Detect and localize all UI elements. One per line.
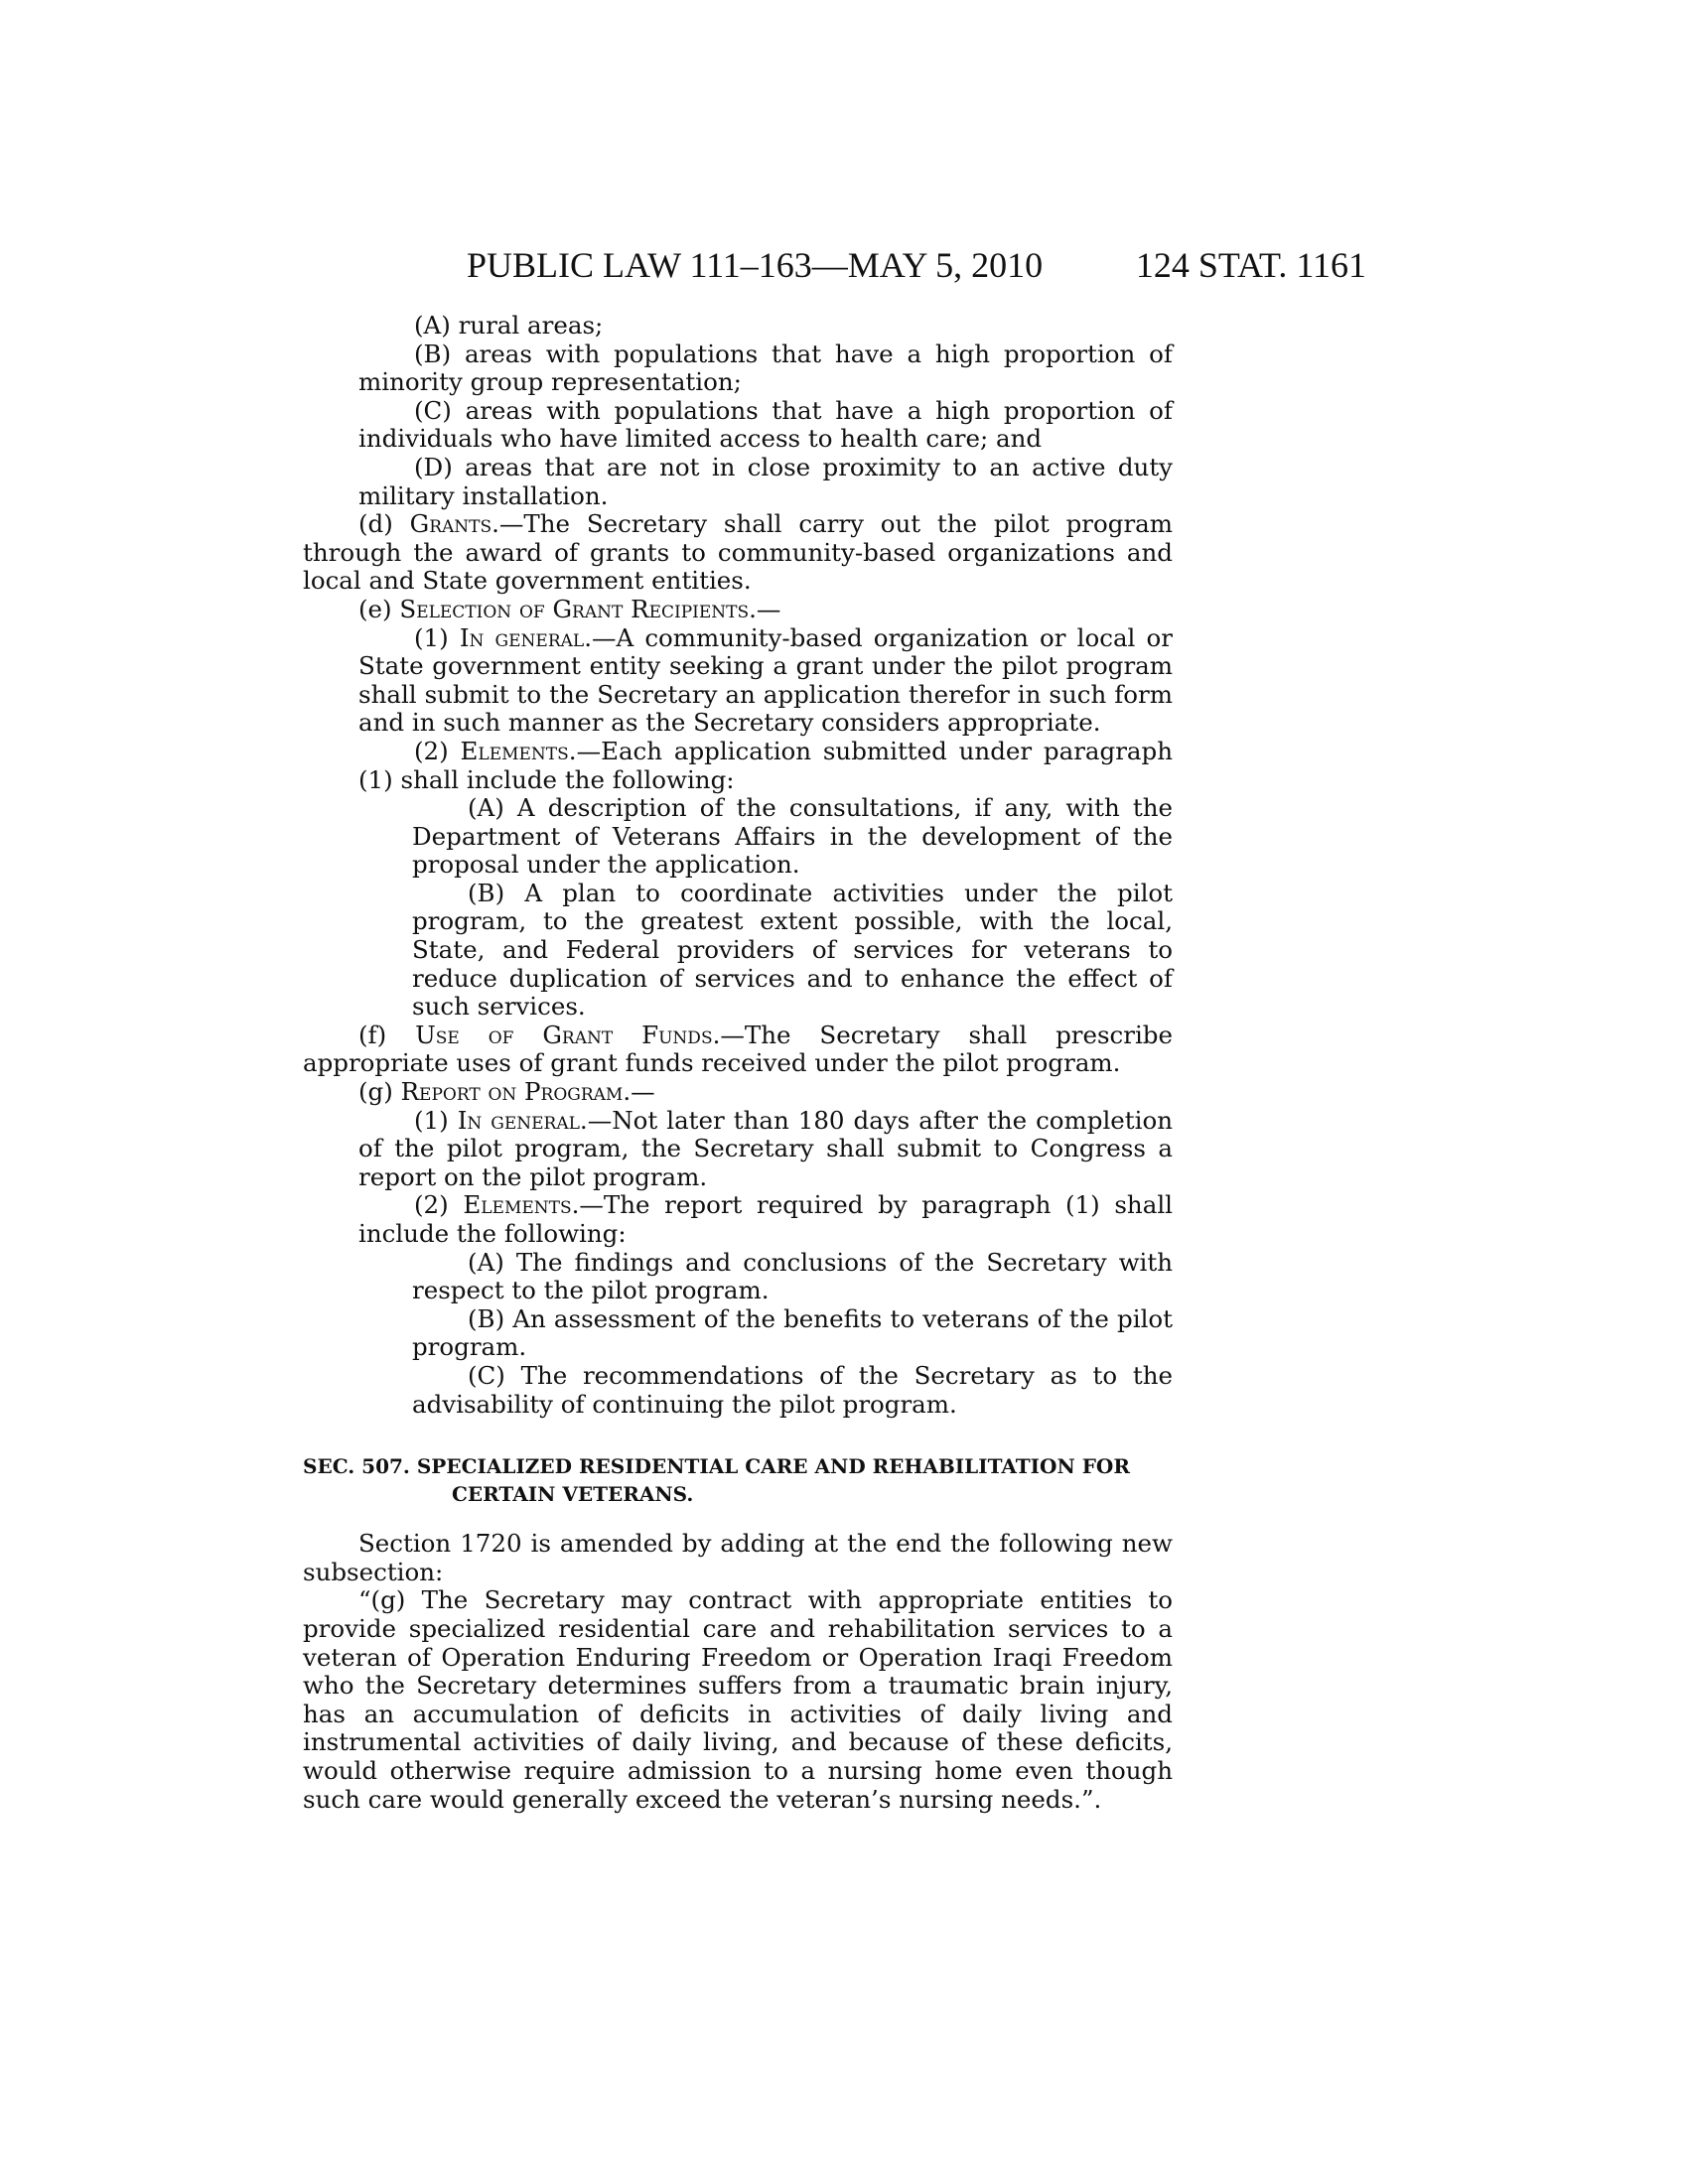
section-507-intro: Section 1720 is amended by adding at the end the following new subsection: xyxy=(303,1529,1173,1586)
subsection-g-suffix: .— xyxy=(623,1077,655,1107)
subsection-d-text: .—The Secretary shall carry out the pilot program through the award of grants to community-based organizations and local and State government entities. xyxy=(303,509,1173,596)
paragraph-e-1 xyxy=(303,624,1173,738)
subparagraph-c-d: (D) areas that are not in close proximity to an active duty military installation. xyxy=(358,452,1173,510)
paragraph-e-1-heading: In general xyxy=(459,622,585,652)
subparagraph-c-c: (C) areas with populations that have a high proportion of individuals who have limited access to health care; and xyxy=(358,395,1173,454)
paragraph-g-2-prefix: (2) xyxy=(414,1190,464,1220)
paragraph-g-1-prefix: (1) xyxy=(414,1105,458,1135)
page-header xyxy=(467,240,1366,290)
paragraph-g-1 xyxy=(303,1107,1173,1192)
paragraph-e-1-prefix: (1) xyxy=(414,622,460,652)
subsection-g-heading: Report on Program xyxy=(400,1077,624,1107)
subsection-f-prefix: (f) xyxy=(358,1020,416,1049)
paragraph-e-2-heading: Elements xyxy=(460,736,569,765)
subparagraph-c-b: (B) areas with populations that have a high proportion of minority group representation; xyxy=(358,339,1173,397)
subsection-f xyxy=(303,1022,1173,1078)
subsection-d xyxy=(303,510,1173,596)
public-law-citation: PUBLIC LAW 111–163—MAY 5, 2010 xyxy=(467,245,1044,285)
paragraph-e-1-text: .—A community-based organization or local or State government entity seeking a grant under the pilot program shall submit to the Secretary an application therefor in such form and in such manner as the Secretary considers appropriate. xyxy=(358,622,1174,738)
paragraph-e-2-prefix: (2) xyxy=(414,736,461,765)
subsection-f-text: .—The Secretary shall prescribe appropriate uses of grant funds received under the pilot program. xyxy=(303,1020,1173,1078)
subsection-e xyxy=(303,596,1173,624)
paragraph-g-2-heading: Elements xyxy=(463,1190,572,1220)
subparagraph-g-2-c: (C) The recommendations of the Secretary as to the advisability of continuing the pilot program. xyxy=(412,1360,1173,1419)
subparagraph-e-2-b: (B) A plan to coordinate activities under the pilot program, to the greatest extent possible, with the local, State, and Federal providers of services for veterans to reduce duplication of services and to enhance the effect of such services. xyxy=(412,878,1173,1022)
subparagraph-c-a: (A) rural areas; xyxy=(414,311,604,340)
subparagraph-e-2-a: (A) A description of the consultations, if any, with the Department of Veterans Affairs in the development of the proposal under the application. xyxy=(412,793,1173,880)
subsection-g xyxy=(303,1078,1173,1107)
paragraph-g-1-text: .—Not later than 180 days after the completion of the pilot program, the Secretary shall submit to Congress a report on the pilot program. xyxy=(358,1105,1174,1191)
subsection-e-prefix: (e) xyxy=(358,594,400,623)
section-507-amendment-text: “(g) The Secretary may contract with appropriate entities to provide specialized residential care and rehabilitation services to a veteran of Operation Enduring Freedom or Operation Iraqi Freedom who the Secretary determines suffers from a traumatic brain injury, has an accumulation of deficits in activities of daily living and instrumental activities of daily living, and because of these deficits, would otherwise require admission to a nursing home even though such care would generally exceed the veteran’s nursing needs.”. xyxy=(303,1585,1173,1814)
section-507-heading-line2: CERTAIN VETERANS. xyxy=(452,1482,694,1507)
subparagraph-g-2-a: (A) The findings and conclusions of the Secretary with respect to the pilot program. xyxy=(412,1247,1173,1305)
subsection-e-suffix: .— xyxy=(749,594,781,623)
subparagraph-g-2-b: (B) An assessment of the benefits to veterans of the pilot program. xyxy=(412,1303,1173,1362)
section-507-heading xyxy=(303,1452,1173,1508)
subsection-d-prefix: (d) xyxy=(358,509,410,539)
statute-page-number: 124 STAT. 1161 xyxy=(1135,245,1366,285)
paragraph-e-2 xyxy=(303,738,1173,794)
subsection-d-heading: Grants xyxy=(409,509,492,539)
section-507-heading-line1: SEC. 507. SPECIALIZED RESIDENTIAL CARE AND REHABILITATION FOR xyxy=(303,1454,1130,1479)
subsection-e-heading: Selection of Grant Recipients xyxy=(399,594,750,623)
subsection-g-prefix: (g) xyxy=(358,1077,401,1107)
paragraph-g-2 xyxy=(303,1191,1173,1248)
paragraph-g-1-heading: In general xyxy=(457,1105,580,1135)
subsection-f-heading: Use of Grant Funds xyxy=(415,1020,713,1049)
document-body xyxy=(303,312,1173,1814)
paragraph-e-2-text: .—Each application submitted under paragraph (1) shall include the following: xyxy=(358,736,1173,794)
paragraph-g-2-text: .—The report required by paragraph (1) shall include the following: xyxy=(358,1190,1173,1248)
